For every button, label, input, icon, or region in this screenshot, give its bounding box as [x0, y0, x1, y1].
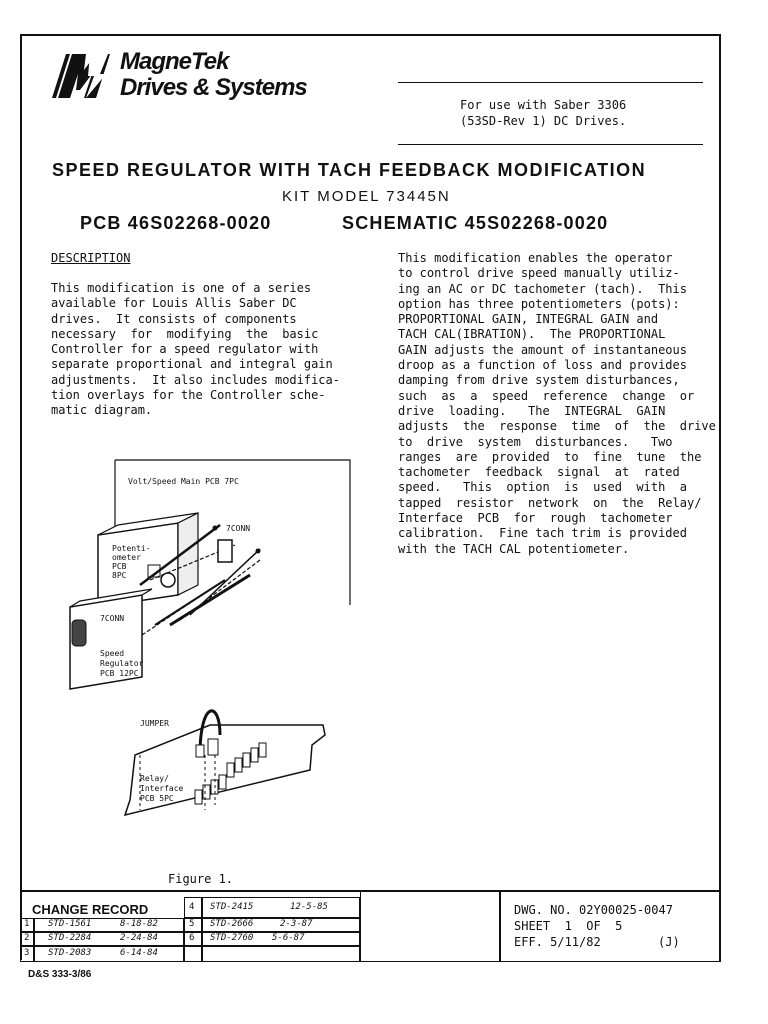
- fig-label-jumper: JUMPER: [140, 719, 169, 728]
- fig-label-speed-line: Regulator: [100, 659, 144, 668]
- desc-left-line: separate proportional and integral gain: [51, 357, 333, 372]
- desc-left-line: Controller for a speed regulator with: [51, 342, 319, 357]
- cr-row-num: 6: [189, 933, 195, 943]
- desc-right-line: ing an AC or DC tachometer (tach). This: [398, 281, 687, 296]
- cr-row-std: STD-2284: [48, 933, 92, 943]
- description-heading: DESCRIPTION: [51, 251, 131, 265]
- desc-left-line: necessary for modifying the basic: [51, 326, 319, 341]
- desc-left-line: tion overlays for the Controller sche-: [51, 388, 326, 403]
- desc-right-line: with the TACH CAL potentiometer.: [398, 541, 630, 556]
- desc-right-line: adjusts the response time of the drive: [398, 419, 716, 434]
- cr-row-date: 12-5-85: [290, 902, 328, 912]
- cr-row-date: 5-6-87: [272, 933, 305, 943]
- fig-label-relay-line: Relay/: [140, 774, 169, 783]
- desc-left-line: This modification is one of a series: [51, 281, 312, 295]
- cr-row-num: 2: [24, 933, 30, 943]
- fig-label-speed-line: Speed: [100, 649, 125, 658]
- fig-label-relay: [140, 774, 183, 804]
- cr-row-num: 1: [24, 919, 30, 929]
- effective-date: EFF. 5/11/82: [514, 935, 601, 949]
- desc-right-line: droop as a function of loss and provides: [398, 358, 687, 373]
- desc-right-line: Interface PCB for rough tachometer: [398, 511, 673, 526]
- desc-right-line: to control drive speed manually utiliz-: [398, 266, 680, 281]
- desc-right-line: tapped resistor network on the Relay/: [398, 495, 702, 510]
- revision: (J): [658, 935, 680, 949]
- desc-right-line: such as a speed reference change or: [398, 388, 695, 403]
- cr-row-num: 3: [24, 948, 30, 958]
- fig-label-main-board: Volt/Speed Main PCB 7PC: [128, 477, 239, 486]
- desc-right-line: GAIN adjusts the amount of instantaneous: [398, 342, 687, 357]
- cr-row-std: STD-2666: [210, 919, 254, 929]
- logo-line1: MagneTek: [120, 48, 229, 75]
- kit-model: KIT MODEL 73445N: [282, 188, 451, 205]
- pcb-number: PCB 46S02268-0020: [80, 213, 272, 233]
- fig-label-pot-pcb: [112, 544, 151, 580]
- desc-right-line: tachometer feedback signal at rated: [398, 465, 680, 480]
- desc-right-line: option has three potentiometers (pots):: [398, 296, 680, 311]
- fig-label-7conn-left: 7CONN: [100, 614, 125, 623]
- sheet-number: SHEET 1 OF 5: [514, 919, 623, 933]
- fig-label-pot-line: 8PC: [112, 571, 127, 580]
- desc-right-line: TACH CAL(IBRATION). The PROPORTIONAL: [398, 327, 666, 342]
- cr-row-std: STD-2415: [210, 902, 254, 912]
- desc-right-line: speed. This option is used with a: [398, 480, 687, 495]
- cr-row-std: STD-1561: [48, 919, 92, 929]
- description-right: [398, 251, 716, 557]
- cr-row-date: 2-24-84: [120, 933, 158, 943]
- cr-row-num: 4: [189, 902, 195, 912]
- cr-std-cell: [202, 946, 360, 962]
- cr-row-date: 6-14-84: [120, 948, 158, 958]
- figure-caption: Figure 1.: [168, 872, 234, 886]
- cr-row-std: STD-2760: [210, 933, 254, 943]
- description-left: [51, 281, 340, 419]
- desc-left-line: adjustments. It also includes modifica-: [51, 372, 340, 387]
- fig-label-pot-line: ometer: [112, 553, 141, 562]
- desc-right-line: This modification enables the operator: [398, 251, 673, 265]
- fig-label-relay-line: Interface: [140, 784, 184, 793]
- fig-label-pot-line: PCB: [112, 562, 127, 571]
- schematic-number: SCHEMATIC 45S02268-0020: [342, 213, 609, 233]
- desc-right-line: ranges are provided to fine tune the: [398, 449, 702, 464]
- change-record-heading: CHANGE RECORD: [32, 902, 149, 917]
- logo-line2: Drives & Systems: [120, 74, 307, 101]
- cr-row-std: STD-2083: [48, 948, 92, 958]
- fig-label-speed-reg: [100, 649, 143, 679]
- cr-row-date: 8-18-82: [120, 919, 158, 929]
- desc-right-line: PROPORTIONAL GAIN, INTEGRAL GAIN and: [398, 312, 659, 327]
- desc-left-line: drives. It consists of components: [51, 311, 297, 326]
- fig-label-speed-line: PCB 12PC: [100, 669, 139, 678]
- for-use-line2: (53SD-Rev 1) DC Drives.: [460, 114, 627, 128]
- cr-row-num: 5: [189, 919, 195, 929]
- page-title: SPEED REGULATOR WITH TACH FEEDBACK MODIFICATION: [52, 160, 647, 180]
- fig-label-7conn-top: 7CONN: [226, 524, 251, 533]
- form-number: D&S 333-3/86: [28, 969, 92, 980]
- cr-num-cell: [184, 946, 202, 962]
- dwg-number: DWG. NO. 02Y00025-0047: [514, 903, 673, 917]
- desc-left-line: available for Louis Allis Saber DC: [51, 296, 297, 311]
- desc-right-line: to drive system disturbances. Two: [398, 434, 673, 449]
- magnetek-logo-icon: [50, 50, 122, 100]
- cr-blank-cell: [360, 890, 500, 962]
- for-use-line1: For use with Saber 3306: [460, 98, 627, 112]
- desc-right-line: drive loading. The INTEGRAL GAIN: [398, 403, 666, 418]
- fig-label-pot-line: Potenti-: [112, 544, 151, 553]
- cr-row-date: 2-3-87: [280, 919, 313, 929]
- header-rule-bottom: [398, 144, 703, 145]
- desc-right-line: damping from drive system disturbances,: [398, 373, 680, 388]
- header-rule-top: [398, 82, 703, 83]
- desc-left-line: matic diagram.: [51, 403, 153, 418]
- fig-label-relay-line: PCB 5PC: [140, 794, 174, 803]
- desc-right-line: calibration. Fine tach trim is provided: [398, 526, 687, 541]
